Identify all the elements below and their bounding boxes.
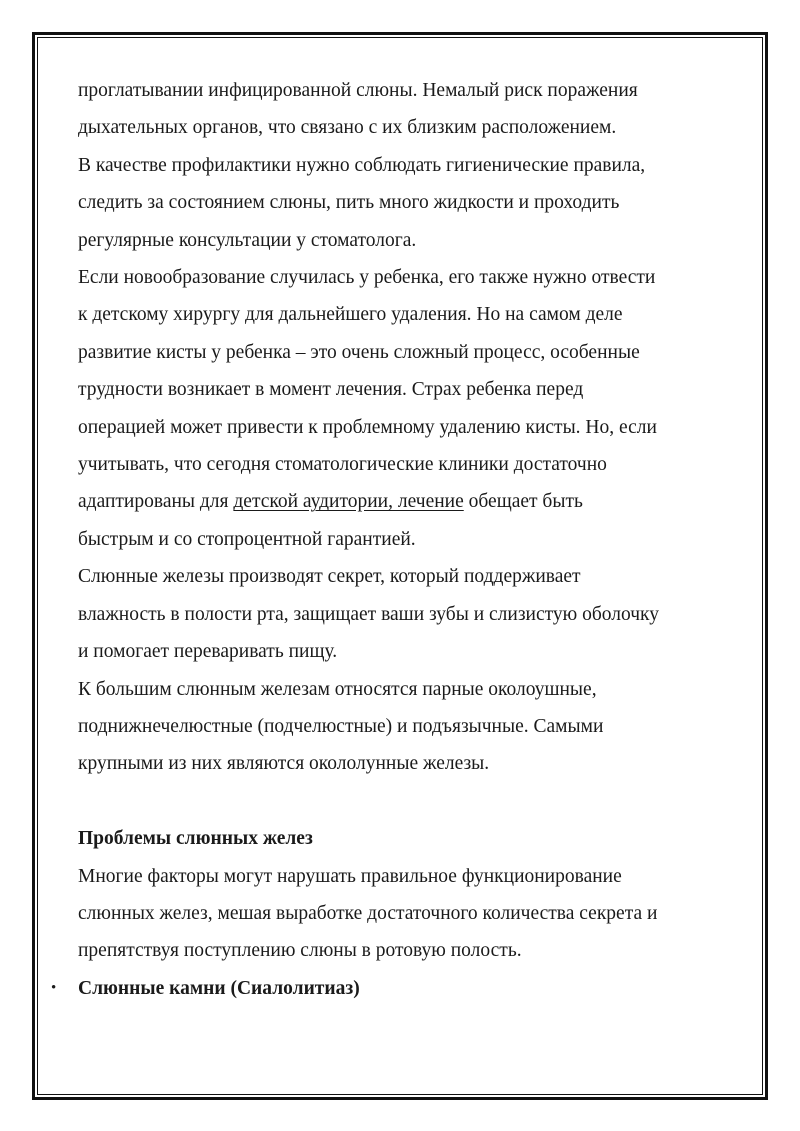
text-segment: адаптированы для	[78, 491, 234, 513]
text-line: и помогает переваривать пищу.	[78, 641, 338, 663]
text-line: следить за состоянием слюны, пить много жидкости и проходить	[78, 192, 620, 214]
text-line: операцией может привести к проблемному удалению кисты. Но, если	[78, 416, 657, 438]
bullet-icon: •	[51, 979, 57, 996]
text-line: Если новообразование случилась у ребенка, его также нужно отвести	[78, 267, 656, 289]
text-line: поднижнечелюстные (подчелюстные) и подъязычные. Самыми	[78, 715, 604, 737]
paragraph-3	[78, 259, 738, 558]
bullet-item	[51, 970, 738, 1007]
paragraph-2	[78, 147, 738, 259]
paragraph-4	[78, 558, 738, 670]
text-line-with-link	[78, 483, 738, 520]
blank-line	[78, 783, 738, 820]
text-line: Многие факторы могут нарушать правильное функционирование	[78, 865, 622, 887]
text-line: препятствуя поступлению слюны в ротовую полость.	[78, 940, 522, 962]
text-line: трудности возникает в момент лечения. Страх ребенка перед	[78, 379, 584, 401]
text-line: крупными из них являются окололунные железы.	[78, 753, 490, 775]
paragraph-5	[78, 671, 738, 783]
section-problems	[78, 820, 738, 970]
text-line: проглатывании инфицированной слюны. Немалый риск поражения	[78, 80, 638, 101]
bullet-label: Слюнные камни (Сиалолитиаз)	[78, 977, 360, 999]
text-line: развитие кисты у ребенка – это очень сложный процесс, особенные	[78, 341, 640, 363]
text-line: регулярные консультации у стоматолога.	[78, 229, 417, 251]
text-line: Слюнные железы производят секрет, который поддерживает	[78, 566, 581, 588]
text-line: учитывать, что сегодня стоматологические клиники достаточно	[78, 454, 607, 476]
text-segment: обещает быть	[463, 491, 583, 513]
text-line: дыхательных органов, что связано с их близким расположением.	[78, 117, 617, 139]
section-heading: Проблемы слюнных желез	[78, 828, 313, 850]
paragraph-1	[78, 72, 738, 147]
text-line: быстрым и со стопроцентной гарантией.	[78, 528, 416, 550]
underlined-link[interactable]: детской аудитории, лечение	[233, 491, 464, 513]
text-line: влажность в полости рта, защищает ваши зубы и слизистую оболочку	[78, 603, 659, 625]
text-line: В качестве профилактики нужно соблюдать гигиенические правила,	[78, 154, 646, 176]
text-line: К большим слюнным железам относятся парные околоушные,	[78, 678, 597, 700]
text-line: слюнных желез, мешая выработке достаточного количества секрета и	[78, 902, 658, 924]
document-body	[51, 72, 738, 1007]
text-line: к детскому хирургу для дальнейшего удаления. Но на самом деле	[78, 304, 623, 326]
